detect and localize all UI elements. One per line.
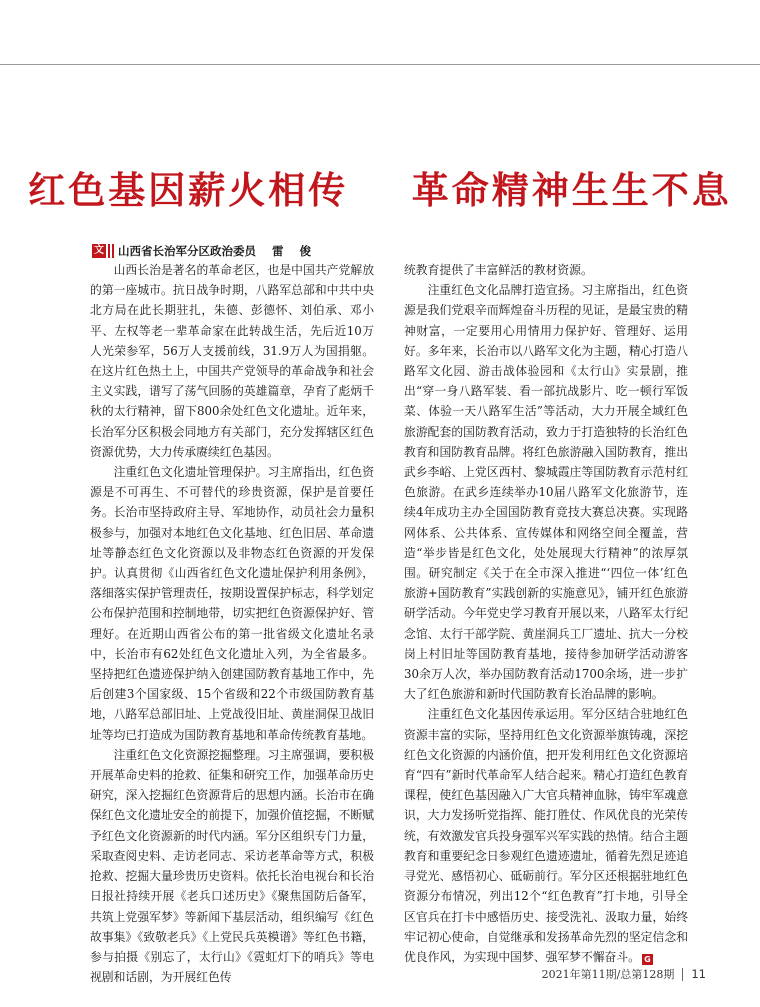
- paragraph-final: [404, 704, 688, 967]
- paragraph: 注重红色文化品牌打造宣扬。习主席指出，红色资源是我们党艰辛而辉煌奋斗历程的见证，是最宝贵的精神财富，一定要用心用情用力保护好、管理好、运用好。多年来，长治市以八路军文化为主题，精心打造八路军文化园、游击战体验园和《太行山》实景剧，推出“穿一身八路军装、看一部抗战影片、吃一顿行军饭菜、体验一天八路军生活”等活动，大力开展全域红色旅游配套的国防教育活动，致力于打造独特的长治红色教育和国防教育品牌。将红色旅游融入国防教育，推出武乡李峪、上党区西村、黎城霞庄等国防教育示范村红色旅游。在武乡连续举办10届八路军文化旅游节，连续4年成功主办全国国防教育竞技大赛总决赛。实现路网体系、公共体系、宣传媒体和网络空间全覆盖，营造“举步皆是红色文化，处处展现大行精神”的浓厚氛围。研究制定《关于在全市深入推进“‘四位一体’红色旅游+国防教育”实践创新的实施意见》，铺开红色旅游研学活动。今年党史学习教育开展以来，八路军太行纪念馆、太行干部学院、黄崖洞兵工厂遗址、抗大一分校岗上村旧址等国防教育基地，接待参加研学活动游客30余万人次，举办国防教育活动1700余场，进一步扩大了红色旅游和新时代国防教育长治品牌的影响。: [404, 283, 688, 702]
- paragraph: 注重红色文化遗址管理保护。习主席指出，红色资源是不可再生、不可替代的珍贵资源，保护是首要任务。长治市坚持政府主导、军地协作，动员社会力量积极参与，加强对本地红色文化基地、红色旧居、革命遗址等静态红色文化资源以及非物态红色资源的开发保护。认真贯彻《山西省红色文化遗址保护利用条例》，落细落实保护管理责任，按期设置保护标志，科学划定公布保护范围和控制地带，切实把红色资源保护好、管理好。在近期山西省公布的第一批省级文化遗址名录中，长治市有62处红色文化遗址入列，为全省最多。坚持把红色遗迹保护纳入创建国防教育基地工作中，先后创建3个国家级、15个省级和22个市级国防教育基地，八路军总部旧址、上党战役旧址、黄崖洞保卫战旧址等均已打造成为国防教育基地和革命传统教育基地。: [90, 465, 374, 742]
- issue-info: 2021年第11期/总第128期: [541, 968, 675, 981]
- page-footer: [542, 966, 706, 982]
- right-column: [404, 260, 688, 967]
- byline: [92, 244, 311, 258]
- author-name: 山西省长治军分区政治委员 雷 俊: [118, 244, 312, 258]
- byline-icon: 文: [94, 245, 104, 256]
- end-mark-icon: G: [642, 954, 653, 965]
- left-column: [90, 260, 374, 987]
- page-number: 11: [691, 967, 706, 981]
- top-rule: [0, 64, 760, 65]
- article-title: 红色基因薪火相传 革命精神生生不息: [28, 169, 732, 212]
- paragraph: 注重红色文化资源挖掘整理。习主席强调，要积极开展革命史料的抢救、征集和研究工作，加强革命历史研究，深入挖掘红色资源背后的思想内涵。长治市在确保红色文化遗址安全的前提下，加强价值挖掘，不断赋予红色文化资源新的时代内涵。军分区组织专门力量，采取查阅史料、走访老同志、采访老革命等方式，积极抢救、挖掘大量珍贵历史资料。依托长治电视台和长治日报社持续开展《老兵口述历史》《聚焦国防后备军，共筑上党强军梦》等新闻下基层活动，组织编写《红色故事集》《致敬老兵》《上党民兵英模谱》等红色书籍，参与拍摄《别忘了，太行山》《霓虹灯下的哨兵》等电视剧和话剧，为开展红色传: [90, 747, 374, 985]
- paragraph-text: 注重红色文化基因传承运用。军分区结合驻地红色资源丰富的实际，坚持用红色文化资源举旗铸魂，深挖红色文化资源的内涵价值，把开发利用红色文化资源培育“四有”新时代革命军人结合起来。精心打造红色教育课程，使红色基因融入广大官兵精神血脉，铸牢军魂意识，大力发扬听党指挥、能打胜仗、作风优良的光荣传统，有效激发官兵投身强军兴军实践的热情。结合主题教育和重要纪念日参观红色遗迹遗址，循着先烈足迹追寻党光、感悟初心、砥砺前行。军分区还根据驻地红色资源分布情况，列出12个“红色教育”打卡地，引导全区官兵在打卡中感悟历史、接受洗礼、汲取力量，始终牢记初心使命，自觉继承和发扬革命先烈的坚定信念和优良作风，为实现中国梦、强军梦不懈奋斗。: [404, 707, 688, 964]
- byline-bars: [108, 244, 114, 258]
- paragraph: 山西长治是著名的革命老区，也是中国共产党解放的第一座城市。抗日战争时期，八路军总部和中共中央北方局在此长期驻扎，朱德、彭德怀、刘伯承、邓小平、左权等老一辈革命家在此转战生活，先后近10万人光荣参军，56万人支援前线，31.9万人为国捐躯。在这片红色热土上，中国共产党领导的革命战争和社会主义实践，谱写了荡气回肠的英雄篇章，孕育了彪炳千秋的太行精神，留下800余处红色文化遗址。近年来，长治军分区积极会同地方有关部门，充分发挥辖区红色资源优势，大力传承赓续红色基因。: [90, 263, 374, 459]
- paragraph: 统教育提供了丰富鲜活的教材资源。: [404, 263, 593, 277]
- footer-divider: [682, 968, 683, 981]
